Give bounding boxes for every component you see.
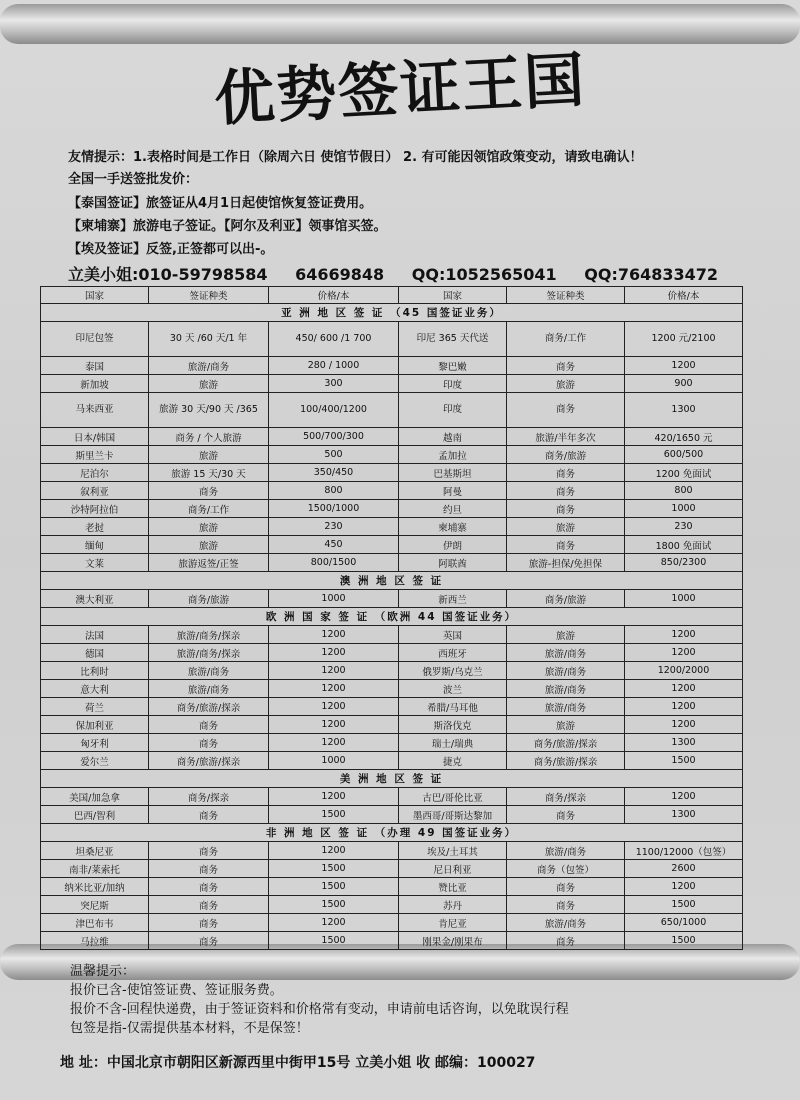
table-cell: 2600: [625, 860, 743, 878]
table-cell: 商务: [507, 393, 625, 428]
table-cell: 比利时: [41, 662, 149, 680]
table-cell: 旅游/商务: [507, 842, 625, 860]
table-cell: 商务（包签）: [507, 860, 625, 878]
table-cell: 1200: [625, 716, 743, 734]
table-row: [41, 482, 743, 500]
table-cell: 印度: [399, 393, 507, 428]
table-cell: 商务/旅游: [507, 446, 625, 464]
table-cell: 新加坡: [41, 375, 149, 393]
table-cell: 500/700/300: [269, 428, 399, 446]
table-cell: 旅游: [149, 536, 269, 554]
table-cell: 商务: [149, 932, 269, 950]
table-cell: 1000: [269, 752, 399, 770]
table-body: [41, 304, 743, 950]
table-cell: 黎巴嫩: [399, 357, 507, 375]
table-cell: 突尼斯: [41, 896, 149, 914]
contact-line: [68, 262, 740, 285]
section-title: 美 洲 地 区 签 证: [41, 770, 743, 788]
table-cell: 旅游/商务: [507, 698, 625, 716]
table-row: [41, 446, 743, 464]
table-cell: 尼日利亚: [399, 860, 507, 878]
table-cell: 旅游/商务: [507, 914, 625, 932]
table-cell: 商务: [149, 878, 269, 896]
table-cell: 旅游: [507, 626, 625, 644]
table-row: [41, 716, 743, 734]
table-cell: 商务: [507, 464, 625, 482]
table-cell: 美国/加急拿: [41, 788, 149, 806]
table-cell: 1300: [625, 806, 743, 824]
table-cell: 1200: [269, 644, 399, 662]
section-header-row: [41, 572, 743, 590]
table-cell: 马拉维: [41, 932, 149, 950]
table-cell: 旅游: [507, 716, 625, 734]
table-cell: 230: [269, 518, 399, 536]
note-line: 【柬埔寨】旅游电子签证。【阿尔及利亚】领事馆买签。: [68, 219, 387, 234]
table-row: [41, 375, 743, 393]
table-cell: 1200 元/2100: [625, 322, 743, 357]
table-cell: 1200 免面试: [625, 464, 743, 482]
table-cell: 420/1650 元: [625, 428, 743, 446]
table-cell: 800/1500: [269, 554, 399, 572]
table-cell: 旅游/商务: [507, 662, 625, 680]
table-cell: 新西兰: [399, 590, 507, 608]
table-cell: 俄罗斯/乌克兰: [399, 662, 507, 680]
table-cell: 1200: [269, 914, 399, 932]
table-cell: 澳大利亚: [41, 590, 149, 608]
table-cell: 商务: [507, 932, 625, 950]
table-cell: 500: [269, 446, 399, 464]
table-cell: 100/400/1200: [269, 393, 399, 428]
table-cell: 1200: [269, 716, 399, 734]
table-cell: 印度: [399, 375, 507, 393]
table-cell: 1200: [269, 842, 399, 860]
table-cell: 1200: [625, 626, 743, 644]
table-cell: 泰国: [41, 357, 149, 375]
table-cell: 津巴布韦: [41, 914, 149, 932]
table-cell: 阿联酋: [399, 554, 507, 572]
table-cell: 1300: [625, 734, 743, 752]
table-cell: 商务: [507, 536, 625, 554]
table-cell: 商务: [149, 734, 269, 752]
table-row: [41, 464, 743, 482]
table-row: [41, 644, 743, 662]
table-cell: 巴西/智利: [41, 806, 149, 824]
table-cell: 1500: [269, 878, 399, 896]
table-cell: 文莱: [41, 554, 149, 572]
table-row: [41, 662, 743, 680]
table-cell: 瑞士/瑞典: [399, 734, 507, 752]
table-row: [41, 357, 743, 375]
table-cell: 肯尼亚: [399, 914, 507, 932]
table-cell: 1300: [625, 393, 743, 428]
note-line: 【泰国签证】旅签证从4月1日起使馆恢复签证费用。: [68, 196, 373, 211]
table-cell: 30 天 /60 天/1 年: [149, 322, 269, 357]
table-cell: 800: [269, 482, 399, 500]
table-cell: 1500: [269, 860, 399, 878]
table-cell: 爱尔兰: [41, 752, 149, 770]
table-cell: 旅游/商务: [507, 680, 625, 698]
note-line: 全国一手送签批发价：: [68, 172, 199, 187]
table-row: [41, 788, 743, 806]
table-cell: 商务: [507, 896, 625, 914]
section-title: 澳 洲 地 区 签 证: [41, 572, 743, 590]
table-cell: 旅游/商务/探亲: [149, 644, 269, 662]
table-cell: 230: [625, 518, 743, 536]
table-cell: 1000: [625, 590, 743, 608]
table-row: [41, 554, 743, 572]
table-cell: 350/450: [269, 464, 399, 482]
table-cell: 1200: [269, 788, 399, 806]
table-cell: 1500: [625, 932, 743, 950]
table-cell: 1200: [625, 680, 743, 698]
table-cell: 280 / 1000: [269, 357, 399, 375]
table-cell: 1500: [269, 932, 399, 950]
table-cell: 1500: [269, 896, 399, 914]
section-title: 亚 洲 地 区 签 证 （45 国签证业务）: [41, 304, 743, 322]
table-cell: 赞比亚: [399, 878, 507, 896]
address-line: 地 址：中国北京市朝阳区新源西里中街甲15号 立美小姐 收 邮编：100027: [60, 1055, 536, 1071]
table-cell: 旅游 15 天/30 天: [149, 464, 269, 482]
note-line: 【埃及签证】反签,正签都可以出-。: [68, 242, 274, 257]
table-cell: 商务/探亲: [149, 788, 269, 806]
table-cell: 沙特阿拉伯: [41, 500, 149, 518]
table-cell: 商务: [507, 500, 625, 518]
table-row: [41, 518, 743, 536]
contact-qq: QQ:1052565041: [411, 265, 557, 284]
table-row: [41, 860, 743, 878]
table-cell: 叙利亚: [41, 482, 149, 500]
column-header: 价格/本: [269, 287, 399, 304]
table-cell: 希腊/马耳他: [399, 698, 507, 716]
table-cell: 日本/韩国: [41, 428, 149, 446]
table-cell: 刚果金/刚果布: [399, 932, 507, 950]
table-cell: 1000: [269, 590, 399, 608]
table-cell: 600/500: [625, 446, 743, 464]
table-row: [41, 680, 743, 698]
table-cell: 旅游: [507, 375, 625, 393]
section-header-row: [41, 608, 743, 626]
table-row: [41, 806, 743, 824]
table-row: [41, 322, 743, 357]
table-cell: 商务/旅游: [507, 590, 625, 608]
table-cell: 300: [269, 375, 399, 393]
footer-notes: [70, 962, 569, 1038]
table-cell: 荷兰: [41, 698, 149, 716]
table-cell: 商务/旅游/探亲: [507, 752, 625, 770]
contact-phone: 64669848: [295, 265, 385, 284]
table-cell: 旅游-担保/免担保: [507, 554, 625, 572]
table-cell: 商务/工作: [149, 500, 269, 518]
table-cell: 古巴/哥伦比亚: [399, 788, 507, 806]
table-cell: 1500/1000: [269, 500, 399, 518]
table-cell: 商务: [507, 806, 625, 824]
table-cell: 1200: [269, 662, 399, 680]
table-cell: 商务: [507, 482, 625, 500]
table-cell: 商务: [149, 860, 269, 878]
table-cell: 保加利亚: [41, 716, 149, 734]
footer-line: 报价已含-使馆签证费、签证服务费。: [70, 983, 283, 998]
table-cell: 坦桑尼亚: [41, 842, 149, 860]
table-cell: 850/2300: [625, 554, 743, 572]
column-header: 国家: [399, 287, 507, 304]
table-cell: 650/1000: [625, 914, 743, 932]
table-row: [41, 536, 743, 554]
table-cell: 商务/探亲: [507, 788, 625, 806]
table-cell: 旅游: [149, 518, 269, 536]
table-row: [41, 752, 743, 770]
table-row: [41, 932, 743, 950]
table-cell: 阿曼: [399, 482, 507, 500]
table-cell: 旅游: [149, 375, 269, 393]
column-header: 签证种类: [507, 287, 625, 304]
section-header-row: [41, 770, 743, 788]
column-header: 国家: [41, 287, 149, 304]
table-cell: 1000: [625, 500, 743, 518]
footer-heading: 温馨提示：: [70, 964, 136, 979]
table-cell: 1200/2000: [625, 662, 743, 680]
footer-line: 包签是指-仅需提供基本材料，不是保签！: [70, 1021, 309, 1036]
table-cell: 旅游/商务: [149, 680, 269, 698]
table-cell: 商务: [149, 716, 269, 734]
note-line: 友情提示：1.表格时间是工作日（除周六日 使馆节假日） 2. 有可能因领馆政策变动，请致电确认！: [68, 150, 643, 165]
table-cell: 德国: [41, 644, 149, 662]
table-cell: 450: [269, 536, 399, 554]
table-row: [41, 428, 743, 446]
table-cell: 450/ 600 /1 700: [269, 322, 399, 357]
contact-qq: QQ:764833472: [584, 265, 719, 284]
table-cell: 巴基斯坦: [399, 464, 507, 482]
table-cell: 纳米比亚/加纳: [41, 878, 149, 896]
table-cell: 商务: [507, 878, 625, 896]
table-cell: 1200: [625, 878, 743, 896]
contact-name: 立美小姐:010-59798584: [68, 265, 268, 284]
footer-line: 报价不含-回程快递费，由于签证资料和价格常有变动，申请前电话咨询，以免耽误行程: [70, 1002, 569, 1017]
table-cell: 老挝: [41, 518, 149, 536]
table-cell: 意大利: [41, 680, 149, 698]
table-row: [41, 914, 743, 932]
table-cell: 法国: [41, 626, 149, 644]
section-header-row: [41, 824, 743, 842]
table-cell: 1200: [269, 734, 399, 752]
table-row: [41, 500, 743, 518]
table-cell: 商务: [149, 842, 269, 860]
table-cell: 旅游/商务: [149, 357, 269, 375]
table-header-row: [41, 287, 743, 304]
table-cell: 900: [625, 375, 743, 393]
table-cell: 约旦: [399, 500, 507, 518]
table-cell: 越南: [399, 428, 507, 446]
table-cell: 1200: [625, 788, 743, 806]
table-row: [41, 842, 743, 860]
table-cell: 商务/工作: [507, 322, 625, 357]
table-cell: 800: [625, 482, 743, 500]
table-cell: 缅甸: [41, 536, 149, 554]
table-cell: 商务: [149, 806, 269, 824]
table-cell: 1500: [625, 896, 743, 914]
table-cell: 波兰: [399, 680, 507, 698]
table-row: [41, 896, 743, 914]
table-cell: 商务/旅游/探亲: [149, 752, 269, 770]
table-cell: 商务/旅游: [149, 590, 269, 608]
table-cell: 旅游 30 天/90 天 /365: [149, 393, 269, 428]
table-cell: 旅游/商务/探亲: [149, 626, 269, 644]
table-cell: 旅游: [149, 446, 269, 464]
table-row: [41, 626, 743, 644]
table-cell: 商务: [149, 914, 269, 932]
table-cell: 商务/旅游/探亲: [507, 734, 625, 752]
table-cell: 商务 / 个人旅游: [149, 428, 269, 446]
section-title: 非 洲 地 区 签 证 （办理 49 国签证业务）: [41, 824, 743, 842]
table-cell: 苏丹: [399, 896, 507, 914]
table-cell: 商务: [149, 896, 269, 914]
table-cell: 柬埔寨: [399, 518, 507, 536]
table-cell: 商务: [149, 482, 269, 500]
table-row: [41, 878, 743, 896]
table-cell: 1500: [269, 806, 399, 824]
table-cell: 1200: [625, 644, 743, 662]
column-header: 价格/本: [625, 287, 743, 304]
page-title: 优势签证王国: [212, 45, 588, 135]
table-cell: 1200: [625, 357, 743, 375]
table-cell: 捷克: [399, 752, 507, 770]
table-cell: 西班牙: [399, 644, 507, 662]
table-cell: 1200: [269, 698, 399, 716]
table-cell: 匈牙利: [41, 734, 149, 752]
table-cell: 墨西哥/哥斯达黎加: [399, 806, 507, 824]
table-cell: 1200: [269, 626, 399, 644]
table-cell: 1500: [625, 752, 743, 770]
table-cell: 1200: [269, 680, 399, 698]
table-row: [41, 734, 743, 752]
table-cell: 旅游/商务: [149, 662, 269, 680]
table-cell: 斯里兰卡: [41, 446, 149, 464]
table-cell: 旅游返签/正签: [149, 554, 269, 572]
table-cell: 孟加拉: [399, 446, 507, 464]
table-cell: 英国: [399, 626, 507, 644]
table-row: [41, 698, 743, 716]
table-row: [41, 393, 743, 428]
column-header: 签证种类: [149, 287, 269, 304]
table-cell: 商务/旅游/探亲: [149, 698, 269, 716]
table-cell: 旅游/半年多次: [507, 428, 625, 446]
table-cell: 埃及/土耳其: [399, 842, 507, 860]
table-cell: 南非/莱索托: [41, 860, 149, 878]
table-cell: 马来西亚: [41, 393, 149, 428]
table-cell: 尼泊尔: [41, 464, 149, 482]
table-cell: 旅游/商务: [507, 644, 625, 662]
table-cell: 1200: [625, 698, 743, 716]
table-cell: 商务: [507, 357, 625, 375]
table-cell: 1800 免面试: [625, 536, 743, 554]
table-cell: 斯洛伐克: [399, 716, 507, 734]
table-cell: 旅游: [507, 518, 625, 536]
table-row: [41, 590, 743, 608]
table-cell: 1100/12000（包签）: [625, 842, 743, 860]
table-cell: 印尼包签: [41, 322, 149, 357]
visa-price-table: [40, 286, 743, 950]
table-cell: 印尼 365 天代送: [399, 322, 507, 357]
section-header-row: [41, 304, 743, 322]
section-title: 欧 洲 国 家 签 证 （欧洲 44 国签证业务）: [41, 608, 743, 626]
table-cell: 伊朗: [399, 536, 507, 554]
